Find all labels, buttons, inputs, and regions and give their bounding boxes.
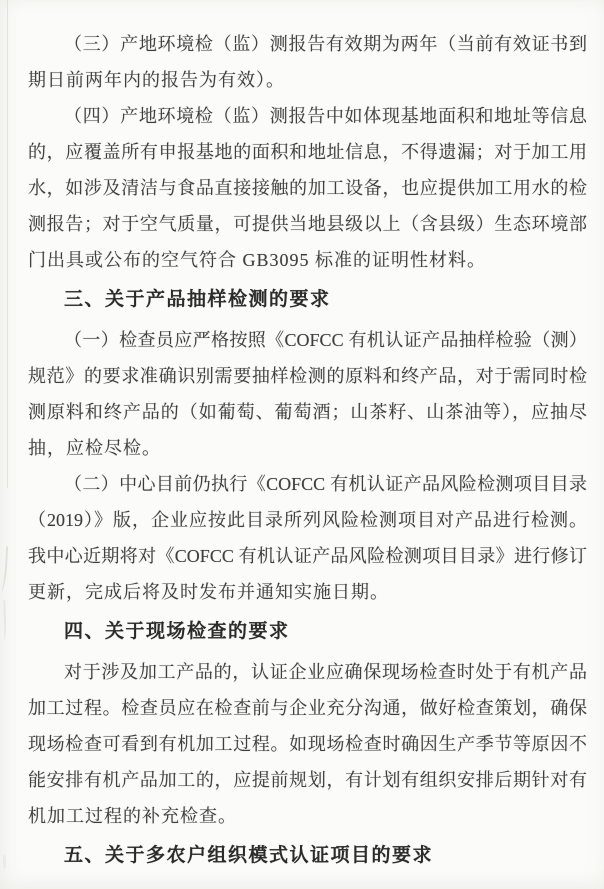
- text-line: （四）产地环境检（监）测报告中如体现基地面积和地址等信息: [64, 106, 587, 126]
- section-heading: 五、关于多农户组织模式认证项目的要求: [64, 845, 434, 866]
- text-line: 测报告；对于空气质量，可提供当地县级以上（含县级）生态环境部: [28, 214, 587, 234]
- text-line: 规范》的要求准确识别需要抽样检测的原料和终产品，对于需同时检: [28, 366, 587, 386]
- text-line: 现场检查可看到有机加工过程。如现场检查时确因生产季节等原因不: [28, 734, 587, 754]
- text-line: 更新，完成后将及时发布并通知实施日期。: [28, 582, 389, 602]
- text-line: 期日前两年内的报告为有效）。: [28, 70, 285, 90]
- text-line: 的，应覆盖所有申报基地的面积和地址信息，不得遗漏；对于加工用: [28, 142, 587, 162]
- text-line: 加工过程。检查员应在检查前与企业充分沟通，做好检查策划，确保: [28, 698, 587, 718]
- text-line: 对于涉及加工产品的，认证企业应确保现场检查时处于有机产品: [64, 662, 587, 682]
- text-line: 能安排有机产品加工的，应提前规划，有计划有组织安排后期针对有: [28, 770, 587, 790]
- paragraph: [28, 98, 587, 278]
- text-line: 抽，应检尽检。: [28, 438, 161, 458]
- text-line: （2019）》版，企业应按此目录所列风险检测项目对产品进行检测。: [28, 510, 587, 530]
- text-line: 机加工过程的补充检查。: [28, 806, 237, 826]
- scan-edge-artifact: [7, 0, 8, 488]
- scan-smudge-artifact: [0, 546, 8, 592]
- section-heading: 四、关于现场检查的要求: [64, 621, 290, 642]
- text-line: 门出具或公布的空气符合 GB3095 标准的证明性材料。: [28, 250, 487, 270]
- scan-smudge-artifact: [0, 600, 6, 640]
- section-heading: 三、关于产品抽样检测的要求: [64, 289, 331, 310]
- text-line: 测原料和终产品的（如葡萄、葡萄酒；山茶籽、山茶油等），应抽尽: [28, 402, 587, 422]
- paragraph: [28, 654, 587, 834]
- paragraph: [28, 322, 587, 466]
- paragraph: [28, 466, 587, 610]
- text-line: 水，如涉及清洁与食品直接接触的加工设备，也应提供加工用水的检: [28, 178, 587, 198]
- text-line: （一）检查员应严格按照《COFCC 有机认证产品抽样检验（测）: [64, 330, 587, 350]
- scan-smudge-artifact: [3, 855, 6, 869]
- text-line: （二）中心目前仍执行《COFCC 有机认证产品风险检测项目目录: [64, 474, 587, 494]
- document-content: [28, 26, 587, 878]
- text-line: 我中心近期将对《COFCC 有机认证产品风险检测项目目录》进行修订: [28, 546, 587, 566]
- text-line: （三）产地环境检（监）测报告有效期为两年（当前有效证书到: [64, 34, 587, 54]
- paragraph: [28, 26, 587, 98]
